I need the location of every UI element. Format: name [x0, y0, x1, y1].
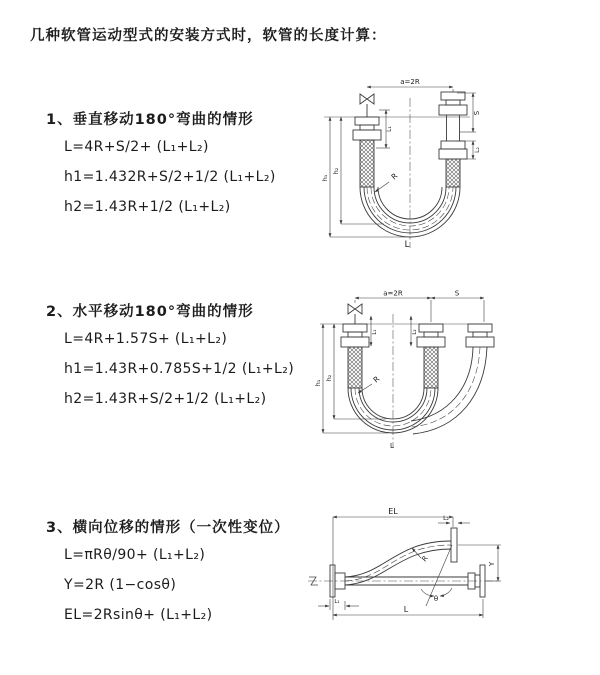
dim-label-a2r: a=2R	[383, 289, 403, 298]
left-hose-fitting	[353, 117, 381, 187]
section2-formula-h1: h1=1.43R+0.785S+1/2 (L₁+L₂)	[64, 361, 295, 377]
dim-label-l2: L₂	[474, 147, 481, 153]
diagram-lateral-displacement	[300, 503, 600, 643]
length-label: L	[390, 442, 394, 450]
dim-label-l2: L₂	[443, 515, 449, 522]
valve-icon	[360, 94, 374, 117]
radius-label: R	[420, 554, 430, 564]
section1-heading: 1、垂直移动180°弯曲的情形	[46, 112, 254, 128]
dim-label-l2: L₂	[412, 329, 418, 335]
dimension-lines	[318, 517, 501, 620]
dim-label-s: S	[473, 110, 481, 116]
section1-formula-length: L=4R+S/2+ (L₁+L₂)	[64, 139, 209, 155]
section2-heading: 2、水平移动180°弯曲的情形	[46, 304, 254, 320]
dim-label-l1: L₁	[372, 329, 378, 335]
page-title: 几种软管运动型式的安装方式时，软管的长度计算：	[30, 28, 387, 44]
length-label: L	[403, 605, 409, 614]
diagram-horizontal-180-bend	[308, 286, 600, 458]
dim-label-el: EL	[388, 507, 398, 516]
right-hose-fitting	[439, 92, 467, 187]
dim-label-h1: h₁	[321, 174, 329, 182]
dim-label-h1: h₁	[314, 379, 322, 387]
section3-formula-length: L=πRθ/90+ (L₁+L₂)	[64, 547, 206, 563]
dim-label-a2r: a=2R	[400, 78, 420, 86]
diagram-vertical-180-bend	[310, 74, 600, 254]
left-hose-fitting	[341, 324, 369, 388]
length-label: L	[404, 240, 410, 250]
centerlines	[308, 577, 499, 585]
section2-formula-length: L=4R+1.57S+ (L₁+L₂)	[64, 331, 228, 347]
dimension-lines	[323, 298, 484, 433]
moved-hose-curves	[411, 347, 487, 434]
dim-label-y: Y	[488, 561, 496, 567]
radius-label: R	[371, 374, 382, 385]
displaced-hose	[345, 528, 457, 585]
valve-icon	[348, 304, 362, 324]
dim-label-h2: h₂	[332, 167, 340, 175]
dim-label-l1: L₁	[386, 126, 393, 132]
dim-label-s: S	[454, 289, 460, 298]
section3-formula-el: EL=2Rsinθ+ (L₁+L₂)	[64, 607, 213, 623]
angle-label: θ	[433, 595, 439, 603]
section1-formula-h1: h1=1.432R+S/2+1/2 (L₁+L₂)	[64, 169, 276, 185]
middle-hose-fitting	[417, 324, 445, 388]
dim-label-h2: h₂	[325, 374, 333, 382]
section3-formula-y: Y=2R (1−cosθ)	[64, 577, 177, 593]
section1-formula-h2: h2=1.43R+1/2 (L₁+L₂)	[64, 199, 231, 215]
right-hose-fitting-moved	[466, 324, 494, 347]
section2-formula-h2: h2=1.43R+S/2+1/2 (L₁+L₂)	[64, 391, 267, 407]
section3-heading: 3、横向位移的情形（一次性变位）	[46, 520, 290, 536]
radius-label: R	[389, 171, 400, 182]
dim-label-l1: L₁	[334, 599, 340, 605]
